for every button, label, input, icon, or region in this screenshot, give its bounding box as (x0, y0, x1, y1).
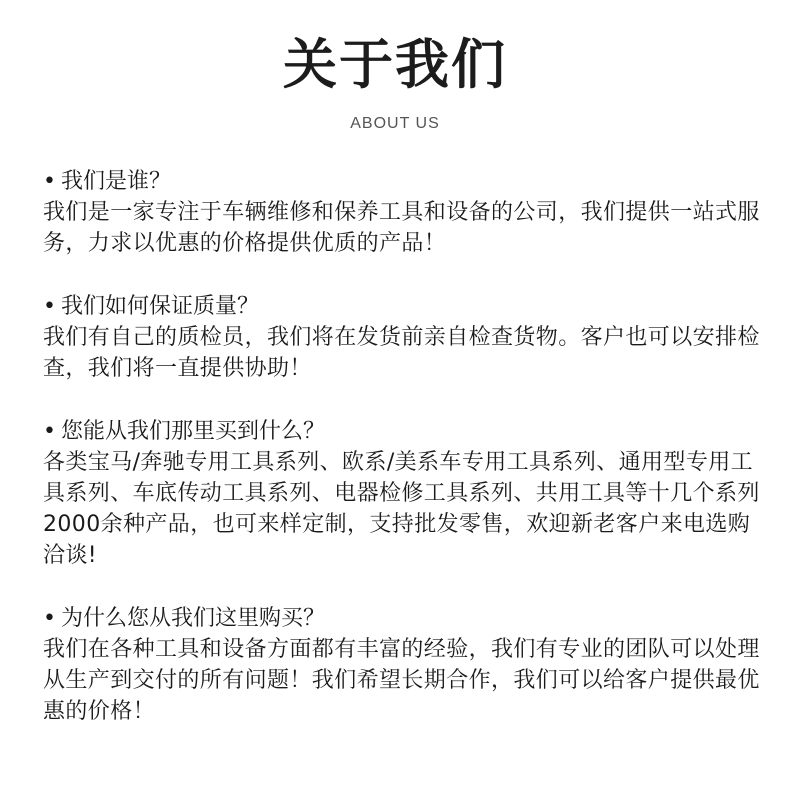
faq-question-text: 为什么您从我们这里购买？ (61, 606, 326, 631)
faq-content (43, 166, 768, 759)
faq-question (43, 416, 768, 447)
bullet-icon: • (43, 294, 56, 319)
page-subtitle: ABOUT US (350, 115, 440, 132)
faq-answer: 我们是一家专注于车辆维修和保养工具和设备的公司，我们提供一站式服务，力求以优惠的价格提供优质的产品！ (43, 200, 760, 256)
page-title: 关于我们 (283, 33, 507, 96)
bullet-icon: • (43, 419, 56, 444)
bullet-icon: • (43, 169, 56, 194)
faq-answer: 我们在各种工具和设备方面都有丰富的经验，我们有专业的团队可以处理从生产到交付的所有问题！我们希望长期合作，我们可以给客户提供最优惠的价格！ (43, 637, 760, 724)
faq-question-text: 您能从我们那里买到什么？ (61, 419, 326, 444)
faq-question-text: 我们如何保证质量？ (61, 294, 260, 319)
faq-section-products (43, 416, 768, 571)
faq-question (43, 291, 768, 322)
faq-section-who (43, 166, 768, 259)
faq-section-quality (43, 291, 768, 384)
page-header (0, 30, 790, 134)
faq-answer: 我们有自己的质检员，我们将在发货前亲自检查货物。客户也可以安排检查，我们将一直提供协助！ (43, 325, 760, 381)
faq-question-text: 我们是谁？ (61, 169, 172, 194)
faq-answer: 各类宝马/奔驰专用工具系列、欧系/美系车专用工具系列、通用型专用工具系列、车底传动工具系列、电器检修工具系列、共用工具等十几个系列2000余种产品，也可来样定制，支持批发零售，欢迎新老客户来电选购洽谈! (43, 450, 760, 568)
bullet-icon: • (43, 606, 56, 631)
faq-question (43, 166, 768, 197)
faq-section-why (43, 603, 768, 727)
faq-question (43, 603, 768, 634)
